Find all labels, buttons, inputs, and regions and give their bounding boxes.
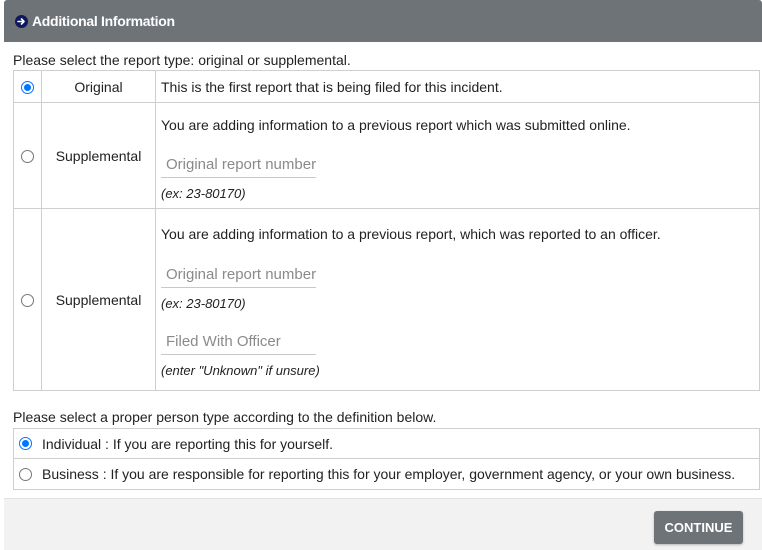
person-option-label: Individual : If you are reporting this for yourself. — [42, 435, 334, 452]
person-type-prompt: Please select a proper person type according to the definition below. — [13, 409, 437, 425]
original-radio[interactable] — [21, 81, 34, 94]
option-description: You are adding information to a previous report, which was reported to an officer. — [161, 226, 661, 242]
filed-with-officer-input[interactable] — [161, 329, 316, 355]
report-number-hint: (ex: 23-80170) — [161, 185, 246, 201]
person-option-individual[interactable] — [13, 428, 760, 459]
report-option-original — [14, 71, 760, 103]
option-description: You are adding information to a previous report which was submitted online. — [161, 116, 631, 133]
person-option-business[interactable] — [13, 458, 760, 490]
business-radio[interactable] — [19, 468, 32, 481]
section-title: Additional Information — [32, 13, 175, 29]
option-label: Original — [42, 71, 156, 103]
form-footer — [4, 498, 762, 550]
supplemental-online-radio[interactable] — [21, 150, 34, 163]
report-option-supplemental-online — [14, 103, 760, 209]
section-header — [4, 0, 762, 42]
person-option-label: Business : If you are responsible for reporting this for your employer, government agency, or your own business. — [42, 466, 736, 482]
original-report-number-input[interactable] — [161, 152, 316, 178]
report-number-hint: (ex: 23-80170) — [161, 296, 246, 311]
individual-radio[interactable] — [19, 437, 32, 450]
report-type-prompt: Please select the report type: original or supplemental. — [13, 52, 351, 68]
report-type-table — [13, 70, 760, 391]
arrow-right-circle-icon — [15, 15, 28, 28]
continue-button[interactable]: CONTINUE — [654, 511, 743, 544]
original-report-number-input[interactable] — [161, 262, 316, 288]
option-label: Supplemental — [42, 209, 156, 391]
option-label: Supplemental — [42, 103, 156, 209]
report-option-supplemental-officer — [14, 209, 760, 391]
supplemental-officer-radio[interactable] — [21, 294, 34, 307]
option-description: This is the first report that is being filed for this incident. — [156, 71, 760, 103]
officer-hint: (enter "Unknown" if unsure) — [161, 363, 320, 378]
